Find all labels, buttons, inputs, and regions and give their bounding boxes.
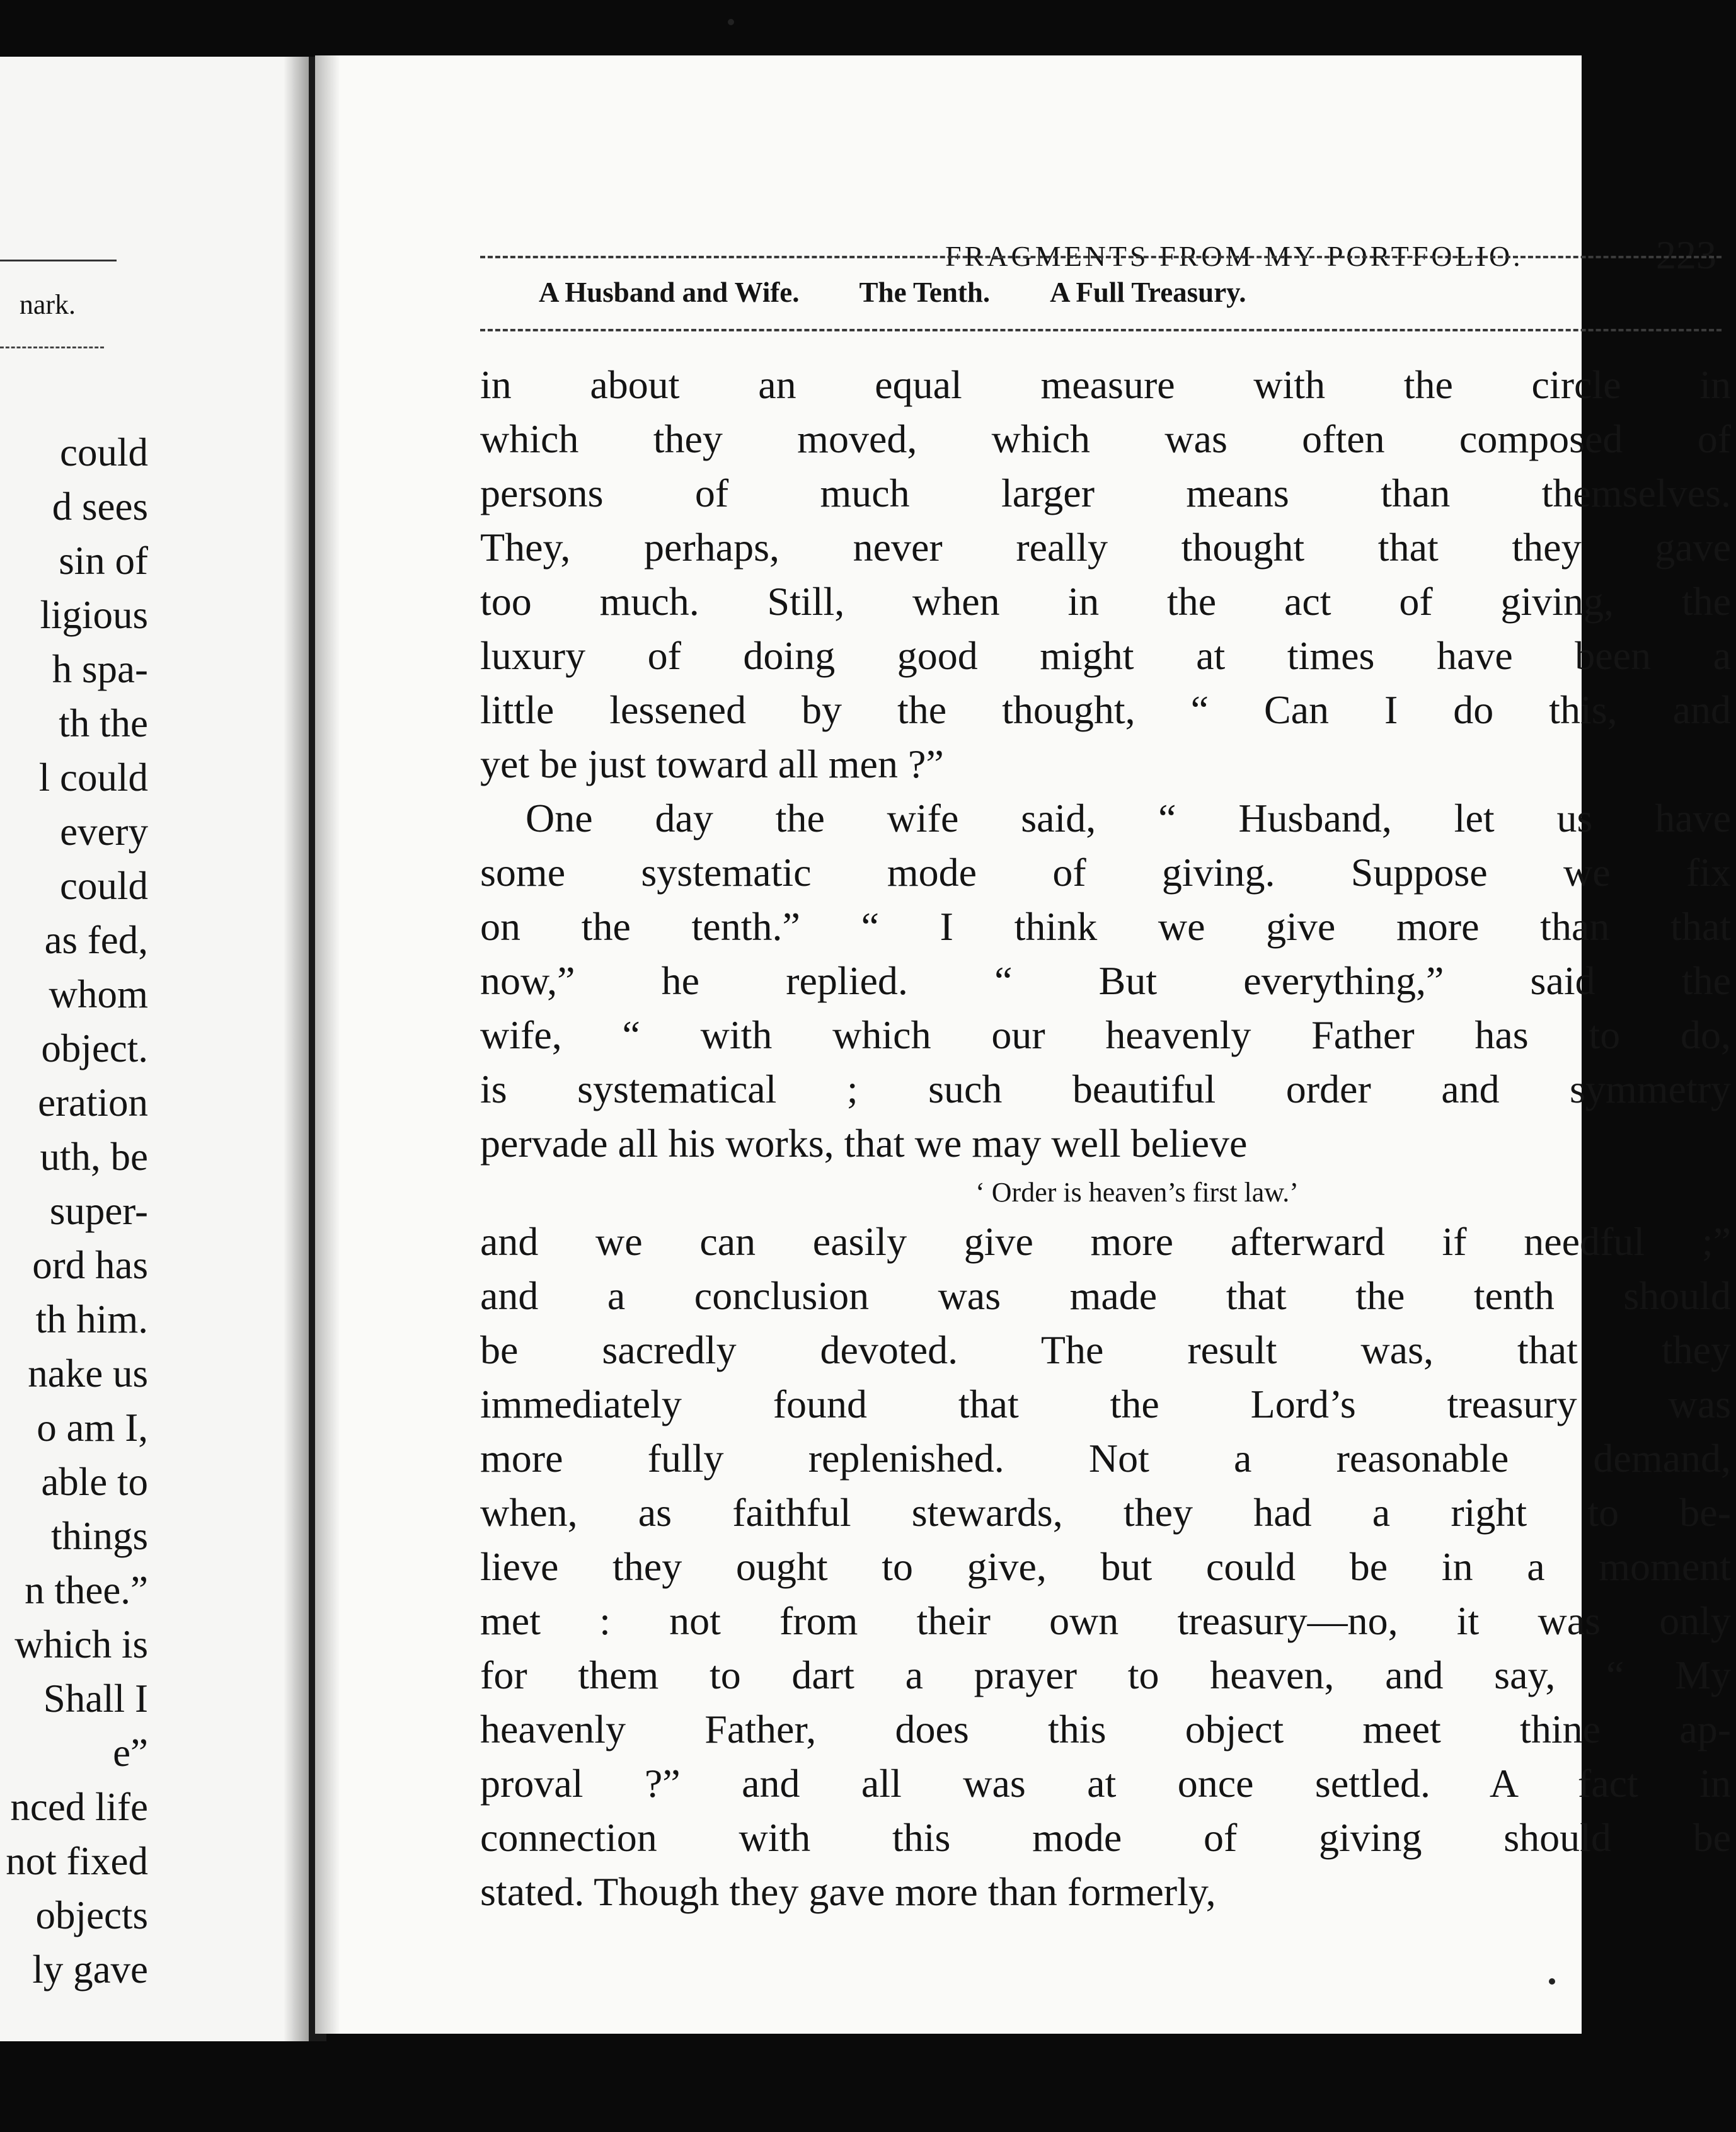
right-page bbox=[315, 55, 1731, 2034]
text-line: and a conclusion was made that the tenth should bbox=[480, 1273, 1731, 1318]
left-page-line: objects bbox=[35, 1893, 148, 1937]
header-rule-bottom bbox=[480, 329, 1722, 331]
left-page-line: able to bbox=[41, 1460, 148, 1504]
text-line: One day the wife said, “ Husband, let us have bbox=[526, 796, 1731, 840]
left-page-line: d sees bbox=[52, 484, 148, 529]
text-line: wife, “ with which our heavenly Father has to do, bbox=[480, 1012, 1731, 1057]
left-page-line: e” bbox=[113, 1731, 148, 1775]
quotation: ‘ Order is heaven’s first law.’ bbox=[975, 1177, 1299, 1208]
left-page-line: ly gave bbox=[32, 1947, 148, 1992]
left-page-line: could bbox=[60, 430, 148, 474]
text-line: pervade all his works, that we may well believe bbox=[480, 1121, 1248, 1166]
left-page-line: could bbox=[60, 864, 148, 908]
subhead-husband-wife: A Husband and Wife. bbox=[539, 277, 800, 308]
text-line: some systematic mode of giving. Suppose we fix bbox=[480, 850, 1731, 895]
left-page-line: which is bbox=[14, 1622, 148, 1666]
scan-speck bbox=[728, 19, 734, 25]
text-line: connection with this mode of giving should be bbox=[480, 1815, 1731, 1860]
text-line: immediately found that the Lord’s treasury was bbox=[480, 1382, 1731, 1426]
subhead-tenth: The Tenth. bbox=[859, 277, 991, 308]
scan-speck bbox=[1549, 1978, 1555, 1985]
left-header-rule-lower bbox=[0, 347, 104, 348]
left-page-line: as fed, bbox=[44, 918, 148, 962]
text-line: in about an equal measure with the circle in bbox=[480, 362, 1731, 407]
text-line: now,” he replied. “ But everything,” said the bbox=[480, 958, 1731, 1003]
text-line: proval ?” and all was at once settled. A fact in bbox=[480, 1761, 1731, 1806]
left-page-line: things bbox=[50, 1514, 148, 1558]
left-page-shadow bbox=[284, 57, 309, 2041]
text-line: is systematical ; such beautiful order and symmetry bbox=[480, 1067, 1731, 1111]
text-line: They, perhaps, never really thought that they gave bbox=[480, 525, 1731, 570]
left-page-line: sin of bbox=[59, 539, 148, 583]
body-text bbox=[480, 358, 1731, 1919]
paragraph-2 bbox=[480, 791, 1731, 1171]
text-line: and we can easily give more afterward if needful ;” bbox=[480, 1219, 1731, 1264]
page-number: 223 bbox=[1656, 232, 1716, 277]
text-line: little lessened by the thought, “ Can I do this, and bbox=[480, 687, 1731, 732]
left-page-line: super- bbox=[49, 1189, 148, 1233]
text-line: too much. Still, when in the act of giving, the bbox=[480, 579, 1731, 624]
text-line: heavenly Father, does this object meet thine ap- bbox=[480, 1707, 1731, 1751]
section-subheads bbox=[539, 276, 1736, 309]
left-page-line: Shall I bbox=[43, 1676, 148, 1721]
text-line: on the tenth.” “ I think we give more than that bbox=[480, 904, 1731, 949]
left-page-line: th the bbox=[59, 701, 148, 745]
text-line: luxury of doing good might at times have been a bbox=[480, 633, 1731, 678]
text-line: more fully replenished. Not a reasonable demand, bbox=[480, 1436, 1731, 1481]
left-page-line: ord has bbox=[32, 1243, 148, 1287]
left-page-line: not fixed bbox=[6, 1839, 148, 1883]
header-rule-top bbox=[480, 256, 1722, 258]
left-page-line: l could bbox=[38, 755, 148, 800]
left-page-line: ligious bbox=[40, 593, 148, 637]
text-line: which they moved, which was often composed of bbox=[480, 416, 1731, 461]
left-page-line: uth, be bbox=[40, 1135, 148, 1179]
text-line: be sacredly devoted. The result was, that they bbox=[480, 1327, 1731, 1372]
left-header-fragment: nark. bbox=[19, 289, 76, 320]
left-page bbox=[0, 57, 309, 2041]
text-line: lieve they ought to give, but could be in a moment bbox=[480, 1544, 1731, 1589]
right-page-shadow bbox=[315, 55, 340, 2034]
left-page-line: th him. bbox=[35, 1297, 148, 1341]
left-page-line: every bbox=[60, 810, 148, 854]
text-line: when, as faithful stewards, they had a right to be- bbox=[480, 1490, 1731, 1535]
running-head: FRAGMENTS FROM MY PORTFOLIO. bbox=[945, 240, 1524, 272]
left-page-line: h spa- bbox=[52, 647, 148, 691]
left-page-line: eration bbox=[38, 1080, 148, 1125]
text-line: for them to dart a prayer to heaven, and say, “ My bbox=[480, 1653, 1731, 1697]
text-line: yet be just toward all men ?” bbox=[480, 742, 944, 786]
left-page-line: nced life bbox=[10, 1785, 148, 1829]
paragraph-1 bbox=[480, 358, 1731, 791]
text-line: met : not from their own treasury—no, it was only bbox=[480, 1598, 1731, 1643]
left-page-line: n thee.” bbox=[25, 1568, 148, 1612]
left-page-line: object. bbox=[41, 1026, 148, 1070]
text-line: persons of much larger means than themselves. bbox=[480, 471, 1731, 515]
text-line: stated. Though they gave more than formerly, bbox=[480, 1869, 1216, 1914]
left-page-line: o am I, bbox=[37, 1406, 148, 1450]
subhead-full-treasury: A Full Treasury. bbox=[1050, 277, 1246, 308]
left-page-line: nake us bbox=[28, 1351, 148, 1396]
paragraph-3 bbox=[480, 1215, 1731, 1919]
left-page-line: whom bbox=[49, 972, 148, 1016]
left-header-rule bbox=[0, 260, 117, 261]
